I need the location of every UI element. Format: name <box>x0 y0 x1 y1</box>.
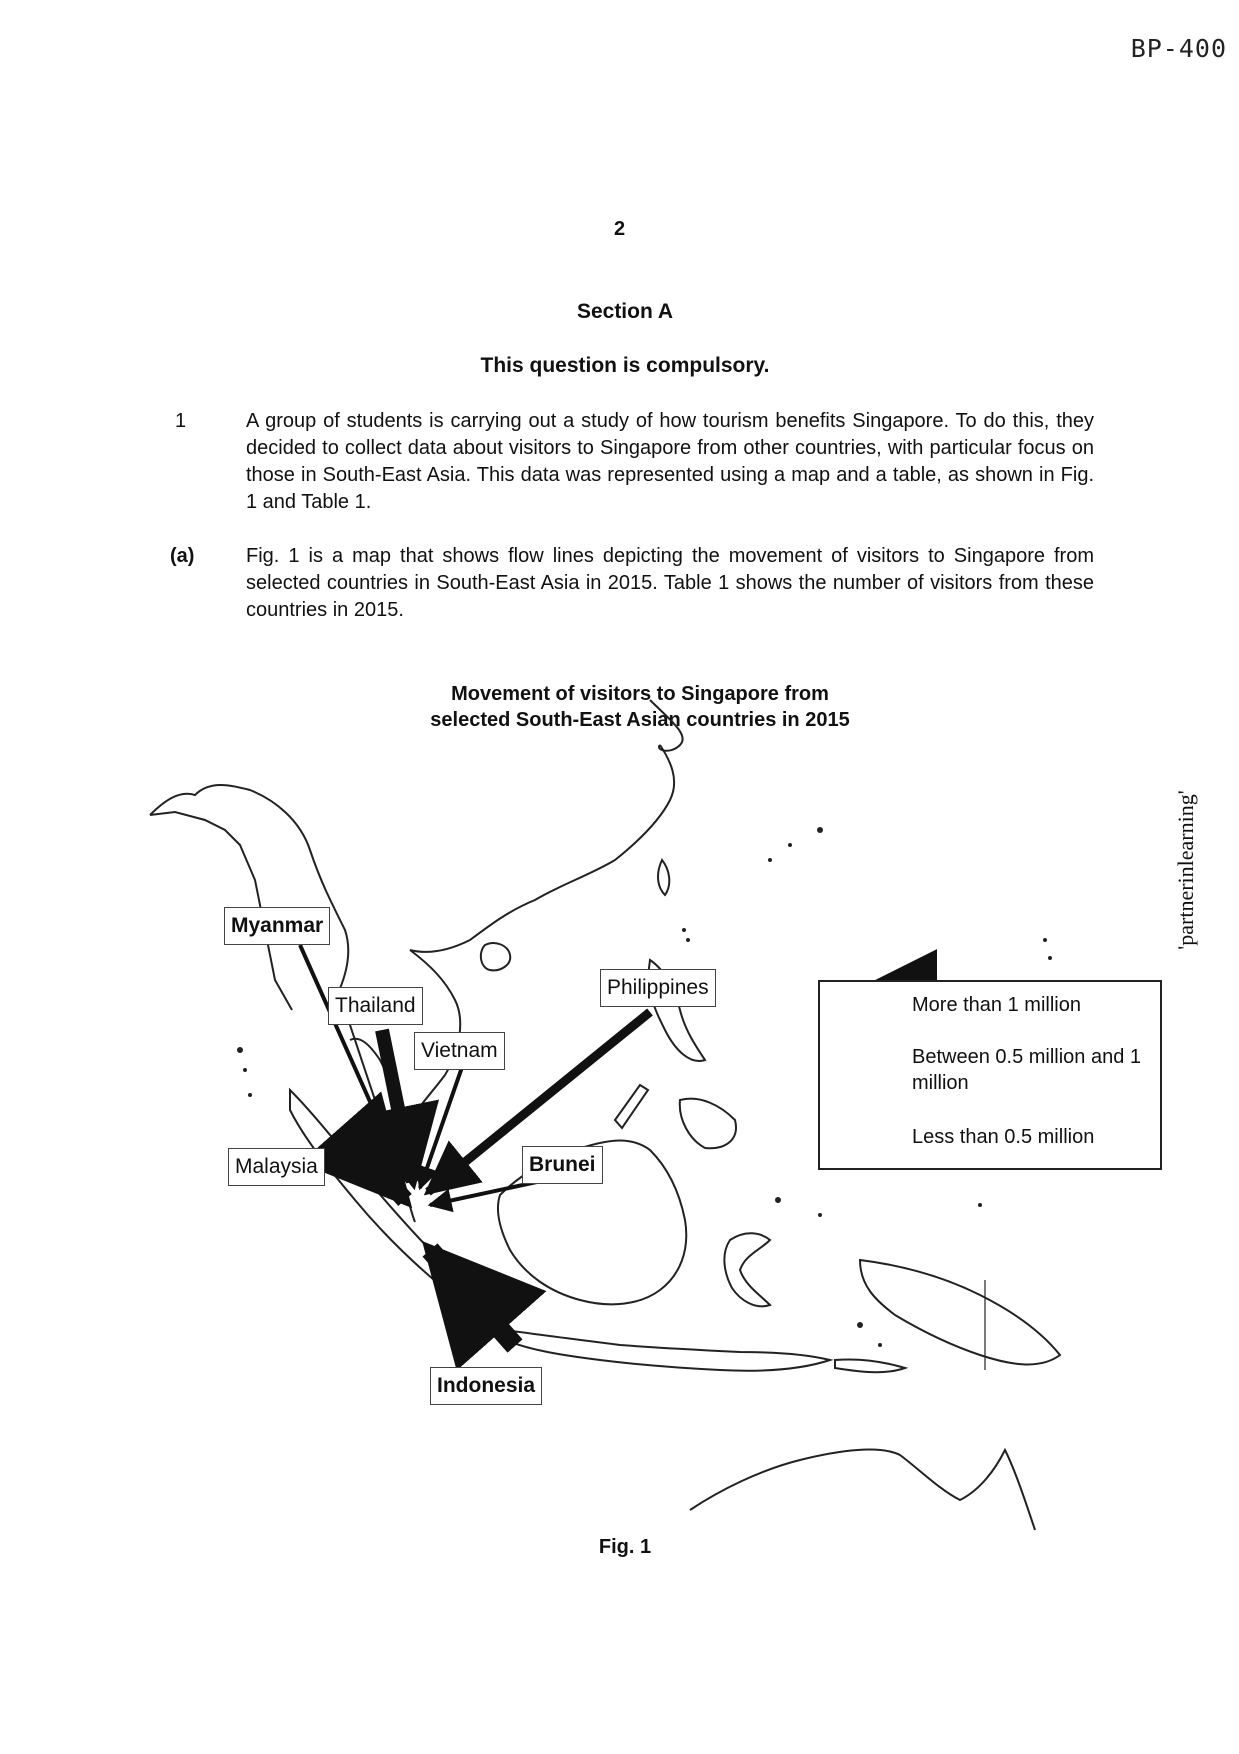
coast-australia <box>690 1450 1035 1530</box>
coast-java <box>505 1330 830 1371</box>
label-brunei: Brunei <box>522 1146 603 1184</box>
coast-lesser-sunda <box>835 1359 905 1372</box>
coast-new-guinea <box>860 1260 1060 1364</box>
question-part-label: (a) <box>170 545 195 567</box>
side-watermark-text: 'partnerinlearning' <box>1173 790 1198 950</box>
question-intro: A group of students is carrying out a study of how tourism benefits Singapore. To do this, they decided to collect data about visitors to Singapore from other countries, with particular focus on those in South-East Asia. This data was represented using a map and a table, as shown in Fig. 1 and Table 1. <box>246 410 1094 513</box>
coast-china <box>410 745 674 952</box>
document-code: BP-400 <box>1130 34 1227 63</box>
legend-low-label: Less than 0.5 million <box>912 1126 1095 1148</box>
coast-mindanao <box>680 1099 736 1149</box>
label-indonesia: Indonesia <box>430 1367 542 1405</box>
coast-china-north <box>650 700 683 751</box>
coast-hainan <box>481 943 510 970</box>
map-legend <box>818 980 1162 1170</box>
coast-sulawesi <box>724 1233 770 1306</box>
coast-palawan <box>615 1085 648 1128</box>
question-number: 1 <box>175 410 187 432</box>
map-title-line2: selected South-East Asian countries in 2015 <box>430 709 850 731</box>
coast-taiwan <box>658 860 669 895</box>
label-vietnam: Vietnam <box>414 1032 505 1070</box>
coast-indochina-west <box>150 785 348 1010</box>
question-part-text: Fig. 1 is a map that shows flow lines depicting the movement of visitors to Singapore from selected countries in South-East Asia in 2015. Table 1 shows the number of visitors from these countries in 2015. <box>246 545 1094 621</box>
flow-indonesia <box>430 1250 515 1346</box>
map-title-line1: Movement of visitors to Singapore from <box>451 683 829 705</box>
figure-caption: Fig. 1 <box>598 1536 652 1558</box>
page-number: 2 <box>613 218 626 240</box>
legend-high-label: More than 1 million <box>912 994 1081 1016</box>
label-malaysia: Malaysia <box>228 1148 325 1186</box>
label-myanmar: Myanmar <box>224 907 330 945</box>
section-title: Section A <box>576 300 674 323</box>
label-thailand: Thailand <box>328 987 423 1025</box>
legend-mid-label: Between 0.5 million and 1 million <box>912 1046 1142 1094</box>
label-philippines: Philippines <box>600 969 716 1007</box>
section-instruction: This question is compulsory. <box>480 354 770 377</box>
